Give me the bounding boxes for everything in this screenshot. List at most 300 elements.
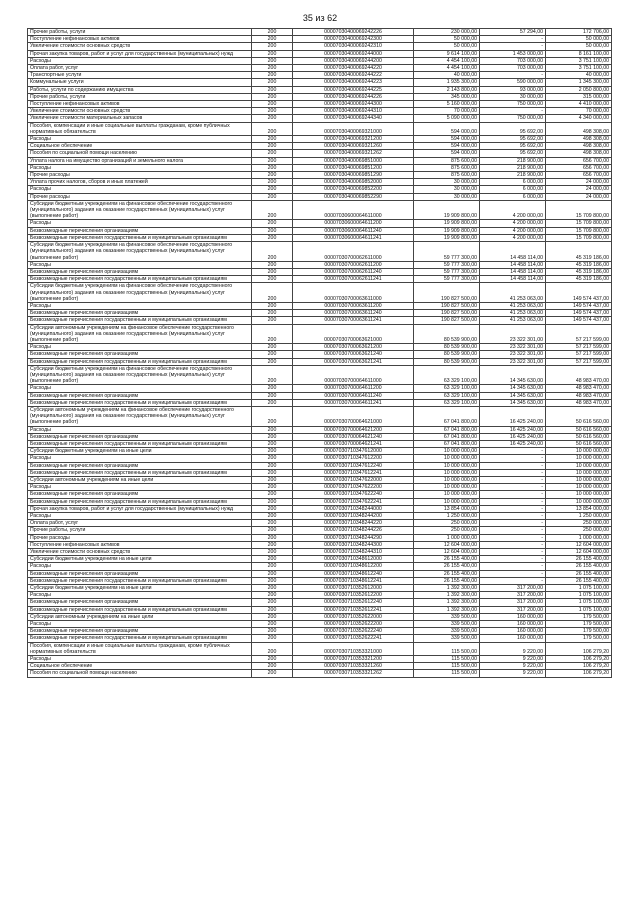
row-code: 200	[252, 234, 293, 241]
row-remaining: 26 155 400,00	[546, 556, 612, 563]
table-row	[28, 527, 612, 534]
table-row	[28, 200, 612, 220]
row-code: 200	[252, 317, 293, 324]
row-kbk: 00007030400069244200	[293, 57, 414, 64]
row-code: 200	[252, 513, 293, 520]
row-remaining: 12 604 000,00	[546, 541, 612, 548]
row-executed: 23 322 301,00	[480, 324, 546, 344]
row-executed: 317 200,00	[480, 606, 546, 613]
row-approved: 190 827 500,00	[414, 310, 480, 317]
table-row	[28, 150, 612, 157]
row-remaining: 498 308,00	[546, 150, 612, 157]
table-row	[28, 242, 612, 262]
table-row	[28, 164, 612, 171]
row-kbk: 00007030600064611200	[293, 220, 414, 227]
row-executed: 6 000,00	[480, 193, 546, 200]
row-approved: 339 500,00	[414, 628, 480, 635]
row-code: 200	[252, 663, 293, 670]
row-approved: 339 500,00	[414, 613, 480, 620]
row-kbk: 00007030400069321000	[293, 122, 414, 135]
table-row	[28, 663, 612, 670]
row-kbk: 00007030710352622200	[293, 621, 414, 628]
row-name: Увеличение стоимости основных средств	[28, 43, 252, 50]
row-remaining: 250 000,00	[546, 520, 612, 527]
row-remaining: 24 000,00	[546, 193, 612, 200]
row-name: Расходы	[28, 455, 252, 462]
row-remaining: 1 345 300,00	[546, 79, 612, 86]
row-remaining: 149 574 437,00	[546, 317, 612, 324]
row-executed: -	[480, 563, 546, 570]
table-row	[28, 268, 612, 275]
row-kbk: 00007030700064621000	[293, 406, 414, 426]
row-name: Безвозмездные перечисления организациям	[28, 268, 252, 275]
row-name: Прочие расходы	[28, 172, 252, 179]
row-code: 200	[252, 93, 293, 100]
row-remaining: 498 308,00	[546, 122, 612, 135]
row-executed: -	[480, 72, 546, 79]
row-executed: -	[480, 477, 546, 484]
row-remaining: 15 709 800,00	[546, 220, 612, 227]
row-approved: 67 041 800,00	[414, 406, 480, 426]
row-code: 200	[252, 462, 293, 469]
table-row	[28, 477, 612, 484]
budget-table-body	[28, 29, 612, 678]
row-remaining: 1 250 000,00	[546, 513, 612, 520]
row-approved: 250 000,00	[414, 520, 480, 527]
row-code: 200	[252, 172, 293, 179]
row-approved: 345 000,00	[414, 93, 480, 100]
row-remaining: 656 700,00	[546, 172, 612, 179]
row-code: 200	[252, 115, 293, 122]
table-row	[28, 101, 612, 108]
row-executed: 317 200,00	[480, 585, 546, 592]
row-approved: 12 604 000,00	[414, 549, 480, 556]
row-remaining: 179 500,00	[546, 628, 612, 635]
row-kbk: 00007030710347622000	[293, 477, 414, 484]
row-approved: 70 000,00	[414, 108, 480, 115]
row-executed: 4 200 000,00	[480, 200, 546, 220]
row-name: Безвозмездные перечисления государственным и муниципальным организациям	[28, 358, 252, 365]
row-kbk: 00007030710347622240	[293, 491, 414, 498]
row-code: 200	[252, 592, 293, 599]
row-code: 200	[252, 469, 293, 476]
row-approved: 19 909 800,00	[414, 220, 480, 227]
row-code: 200	[252, 72, 293, 79]
row-remaining: 24 000,00	[546, 186, 612, 193]
row-code: 200	[252, 136, 293, 143]
row-approved: 59 777 300,00	[414, 261, 480, 268]
row-approved: 1 250 000,00	[414, 513, 480, 520]
table-row	[28, 172, 612, 179]
row-kbk: 00007030700062611200	[293, 261, 414, 268]
row-remaining: 10 000 000,00	[546, 462, 612, 469]
table-row	[28, 302, 612, 309]
row-remaining: 179 500,00	[546, 613, 612, 620]
table-row	[28, 484, 612, 491]
table-row	[28, 283, 612, 303]
row-name: Субсидии бюджетным учреждениям на финансовое обеспечение государственного (муниципального) задания на оказание государственных (муниципальных) услуг (выполнение работ)	[28, 200, 252, 220]
row-approved: 10 000 000,00	[414, 462, 480, 469]
row-name: Расходы	[28, 513, 252, 520]
row-name: Безвозмездные перечисления государственным и муниципальным организациям	[28, 399, 252, 406]
row-kbk: 00007030710347612000	[293, 448, 414, 455]
row-remaining: 149 574 437,00	[546, 310, 612, 317]
row-name: Расходы	[28, 136, 252, 143]
row-executed: 41 253 063,00	[480, 302, 546, 309]
row-code: 200	[252, 527, 293, 534]
row-code: 200	[252, 261, 293, 268]
row-name: Коммунальные услуги	[28, 79, 252, 86]
row-executed: 160 000,00	[480, 628, 546, 635]
row-approved: 30 000,00	[414, 186, 480, 193]
row-remaining: 149 574 437,00	[546, 283, 612, 303]
row-code: 200	[252, 268, 293, 275]
row-approved: 190 827 500,00	[414, 302, 480, 309]
row-kbk: 00007030700063611241	[293, 317, 414, 324]
table-row	[28, 93, 612, 100]
row-remaining: 48 983 470,00	[546, 392, 612, 399]
row-kbk: 00007030400069244226	[293, 93, 414, 100]
row-remaining: 4 340 000,00	[546, 115, 612, 122]
row-code: 200	[252, 577, 293, 584]
row-approved: 80 539 900,00	[414, 344, 480, 351]
table-row	[28, 193, 612, 200]
row-approved: 50 000,00	[414, 36, 480, 43]
row-code: 200	[252, 385, 293, 392]
row-remaining: 15 709 800,00	[546, 234, 612, 241]
row-remaining: 1 075 100,00	[546, 585, 612, 592]
row-remaining: 10 000 000,00	[546, 455, 612, 462]
budget-table	[27, 28, 612, 678]
row-name: Субсидии автономным учреждениям на иные цели	[28, 613, 252, 620]
row-remaining: 656 700,00	[546, 157, 612, 164]
row-code: 200	[252, 50, 293, 57]
row-name: Субсидии автономным учреждениям на финансовое обеспечение государственного (муниципального) задания на оказание государственных (муниципальных) услуг (выполнение работ)	[28, 324, 252, 344]
row-code: 200	[252, 520, 293, 527]
row-approved: 67 041 800,00	[414, 426, 480, 433]
row-code: 200	[252, 302, 293, 309]
row-executed: 16 425 240,00	[480, 406, 546, 426]
row-code: 200	[252, 656, 293, 663]
table-row	[28, 108, 612, 115]
row-kbk: 00007030400069244340	[293, 115, 414, 122]
row-remaining: 498 308,00	[546, 136, 612, 143]
row-remaining: 315 000,00	[546, 93, 612, 100]
row-code: 200	[252, 164, 293, 171]
row-remaining: 4 410 000,00	[546, 101, 612, 108]
row-executed: 95 692,00	[480, 150, 546, 157]
table-row	[28, 227, 612, 234]
row-approved: 10 000 000,00	[414, 484, 480, 491]
row-executed: 23 322 301,00	[480, 344, 546, 351]
row-name: Безвозмездные перечисления государственным и муниципальным организациям	[28, 234, 252, 241]
row-approved: 10 000 000,00	[414, 448, 480, 455]
row-code: 200	[252, 157, 293, 164]
row-code: 200	[252, 220, 293, 227]
row-executed: 95 692,00	[480, 143, 546, 150]
row-kbk: 00007030710353321000	[293, 642, 414, 655]
row-approved: 594 000,00	[414, 122, 480, 135]
row-code: 200	[252, 242, 293, 262]
row-kbk: 00007030710347612241	[293, 469, 414, 476]
table-row	[28, 50, 612, 57]
row-remaining: 45 319 186,00	[546, 276, 612, 283]
row-approved: 594 000,00	[414, 136, 480, 143]
row-code: 200	[252, 563, 293, 570]
row-executed: -	[480, 43, 546, 50]
row-executed: -	[480, 491, 546, 498]
row-remaining: 179 500,00	[546, 635, 612, 642]
table-row	[28, 635, 612, 642]
row-code: 200	[252, 628, 293, 635]
row-code: 200	[252, 108, 293, 115]
row-kbk: 00007030710348244000	[293, 505, 414, 512]
row-name: Работы, услуги по содержанию имущества	[28, 86, 252, 93]
row-name: Субсидии бюджетным учреждениям на иные цели	[28, 448, 252, 455]
row-kbk: 00007030710348244310	[293, 549, 414, 556]
row-name: Расходы	[28, 426, 252, 433]
table-row	[28, 440, 612, 447]
table-row	[28, 541, 612, 548]
row-executed: -	[480, 527, 546, 534]
row-name: Безвозмездные перечисления государственным и муниципальным организациям	[28, 276, 252, 283]
row-approved: 59 777 300,00	[414, 268, 480, 275]
row-executed: 14 458 114,00	[480, 242, 546, 262]
row-kbk: 00007030710348612240	[293, 570, 414, 577]
row-remaining: 15 709 800,00	[546, 227, 612, 234]
row-approved: 80 539 900,00	[414, 351, 480, 358]
row-kbk: 00007030400069321262	[293, 150, 414, 157]
table-row	[28, 358, 612, 365]
row-approved: 10 000 000,00	[414, 455, 480, 462]
row-code: 200	[252, 143, 293, 150]
table-row	[28, 86, 612, 93]
row-name: Увеличение стоимости материальных запасов	[28, 115, 252, 122]
table-row	[28, 534, 612, 541]
table-row	[28, 324, 612, 344]
row-remaining: 1 000 000,00	[546, 534, 612, 541]
row-remaining: 12 604 000,00	[546, 549, 612, 556]
row-remaining: 106 279,20	[546, 656, 612, 663]
table-row	[28, 406, 612, 426]
table-row	[28, 491, 612, 498]
row-kbk: 00007030700064621241	[293, 440, 414, 447]
row-executed: -	[480, 455, 546, 462]
row-name: Субсидии автономным учреждениям на иные цели	[28, 477, 252, 484]
row-executed: 9 220,00	[480, 663, 546, 670]
row-name: Расходы	[28, 57, 252, 64]
row-approved: 250 000,00	[414, 527, 480, 534]
row-approved: 26 155 400,00	[414, 577, 480, 584]
table-row	[28, 549, 612, 556]
row-code: 200	[252, 57, 293, 64]
row-name: Безвозмездные перечисления организациям	[28, 462, 252, 469]
row-executed: 93 000,00	[480, 86, 546, 93]
row-approved: 40 000,00	[414, 72, 480, 79]
row-remaining: 57 217 599,00	[546, 358, 612, 365]
row-approved: 875 600,00	[414, 172, 480, 179]
row-name: Расходы	[28, 164, 252, 171]
row-executed: 57 294,00	[480, 29, 546, 36]
row-code: 200	[252, 426, 293, 433]
row-kbk: 00007030400069851000	[293, 157, 414, 164]
row-approved: 30 000,00	[414, 179, 480, 186]
row-approved: 4 454 100,00	[414, 65, 480, 72]
table-row	[28, 122, 612, 135]
row-name: Субсидии автономным учреждениям на финансовое обеспечение государственного (муниципального) задания на оказание государственных (муниципальных) услуг (выполнение работ)	[28, 406, 252, 426]
table-row	[28, 462, 612, 469]
row-executed: 30 000,00	[480, 93, 546, 100]
row-remaining: 10 000 000,00	[546, 448, 612, 455]
row-executed: 590 000,00	[480, 79, 546, 86]
table-row	[28, 186, 612, 193]
table-row	[28, 606, 612, 613]
row-approved: 339 500,00	[414, 635, 480, 642]
row-name: Расходы	[28, 484, 252, 491]
row-remaining: 48 983 470,00	[546, 385, 612, 392]
row-code: 200	[252, 86, 293, 93]
row-executed: 218 900,00	[480, 164, 546, 171]
row-kbk: 00007030710352612000	[293, 585, 414, 592]
row-approved: 9 614 100,00	[414, 50, 480, 57]
row-remaining: 172 706,00	[546, 29, 612, 36]
row-remaining: 26 155 400,00	[546, 577, 612, 584]
row-approved: 1 392 300,00	[414, 599, 480, 606]
row-code: 200	[252, 635, 293, 642]
row-remaining: 498 308,00	[546, 143, 612, 150]
row-name: Оплата работ, услуг	[28, 520, 252, 527]
row-code: 200	[252, 484, 293, 491]
row-code: 200	[252, 406, 293, 426]
row-name: Субсидии бюджетным учреждениям на финансовое обеспечение государственного (муниципального) задания на оказание государственных (муниципальных) услуг (выполнение работ)	[28, 242, 252, 262]
row-kbk: 00007030700063611240	[293, 310, 414, 317]
row-name: Поступление нефинансовых активов	[28, 541, 252, 548]
row-remaining: 45 319 186,00	[546, 268, 612, 275]
row-name: Расходы	[28, 344, 252, 351]
row-name: Пособия, компенсации и иные социальные выплаты гражданам, кроме публичных нормативных обязательств	[28, 122, 252, 135]
row-name: Безвозмездные перечисления организациям	[28, 628, 252, 635]
table-row	[28, 455, 612, 462]
row-remaining: 13 854 000,00	[546, 505, 612, 512]
row-code: 200	[252, 670, 293, 677]
row-kbk: 00007030400069321260	[293, 143, 414, 150]
row-kbk: 00007030400069244222	[293, 72, 414, 79]
row-remaining: 106 279,20	[546, 670, 612, 677]
row-code: 200	[252, 351, 293, 358]
row-code: 200	[252, 150, 293, 157]
row-remaining: 26 155 400,00	[546, 570, 612, 577]
row-name: Субсидии бюджетным учреждениям на иные цели	[28, 556, 252, 563]
row-name: Расходы	[28, 302, 252, 309]
row-code: 200	[252, 440, 293, 447]
row-code: 200	[252, 433, 293, 440]
row-remaining: 70 000,00	[546, 108, 612, 115]
row-approved: 67 041 800,00	[414, 440, 480, 447]
row-code: 200	[252, 344, 293, 351]
row-approved: 10 000 000,00	[414, 491, 480, 498]
row-remaining: 179 500,00	[546, 621, 612, 628]
row-kbk: 00007030710348612200	[293, 563, 414, 570]
row-approved: 12 604 000,00	[414, 541, 480, 548]
row-executed: 4 200 000,00	[480, 227, 546, 234]
table-row	[28, 621, 612, 628]
row-remaining: 45 319 186,00	[546, 261, 612, 268]
row-approved: 26 155 400,00	[414, 563, 480, 570]
table-row	[28, 585, 612, 592]
row-approved: 63 329 100,00	[414, 392, 480, 399]
row-executed: -	[480, 469, 546, 476]
table-row	[28, 43, 612, 50]
row-name: Безвозмездные перечисления государственным и муниципальным организациям	[28, 606, 252, 613]
row-kbk: 00007030700063611200	[293, 302, 414, 309]
table-row	[28, 79, 612, 86]
table-row	[28, 392, 612, 399]
row-approved: 19 909 800,00	[414, 234, 480, 241]
row-name: Безвозмездные перечисления организациям	[28, 491, 252, 498]
row-executed: -	[480, 498, 546, 505]
row-executed: -	[480, 448, 546, 455]
row-kbk: 00007030710353321262	[293, 670, 414, 677]
row-approved: 875 600,00	[414, 157, 480, 164]
row-kbk: 00007030710347622200	[293, 484, 414, 491]
row-executed: 160 000,00	[480, 635, 546, 642]
row-remaining: 50 000,00	[546, 43, 612, 50]
row-name: Прочая закупка товаров, работ и услуг для государственных (муниципальных) нужд	[28, 50, 252, 57]
row-code: 200	[252, 43, 293, 50]
table-row	[28, 310, 612, 317]
row-kbk: 00007030400069244310	[293, 108, 414, 115]
row-kbk: 00007030400069244225	[293, 86, 414, 93]
row-executed: 750 000,00	[480, 101, 546, 108]
row-executed: 6 000,00	[480, 186, 546, 193]
row-executed: -	[480, 36, 546, 43]
row-remaining: 1 075 100,00	[546, 592, 612, 599]
row-name: Расходы	[28, 621, 252, 628]
row-executed: 6 000,00	[480, 179, 546, 186]
row-kbk: 00007030700064611000	[293, 365, 414, 385]
row-approved: 59 777 300,00	[414, 276, 480, 283]
row-remaining: 57 217 599,00	[546, 351, 612, 358]
table-row	[28, 365, 612, 385]
row-kbk: 00007030400069852200	[293, 186, 414, 193]
table-row	[28, 157, 612, 164]
row-approved: 63 329 100,00	[414, 365, 480, 385]
row-kbk: 00007030400069242300	[293, 36, 414, 43]
row-executed: 4 200 000,00	[480, 220, 546, 227]
row-executed: 160 000,00	[480, 621, 546, 628]
row-approved: 190 827 500,00	[414, 317, 480, 324]
table-row	[28, 426, 612, 433]
row-executed: -	[480, 556, 546, 563]
row-name: Прочие работы, услуги	[28, 29, 252, 36]
row-kbk: 00007030400069244000	[293, 50, 414, 57]
table-row	[28, 563, 612, 570]
row-remaining: 250 000,00	[546, 527, 612, 534]
row-remaining: 656 700,00	[546, 164, 612, 171]
row-kbk: 00007030400069242226	[293, 29, 414, 36]
row-remaining: 26 155 400,00	[546, 563, 612, 570]
row-name: Уплата налога на имущество организаций и земельного налога	[28, 157, 252, 164]
table-row	[28, 613, 612, 620]
row-executed: -	[480, 570, 546, 577]
row-name: Субсидии бюджетным учреждениям на иные цели	[28, 585, 252, 592]
row-kbk: 00007030700064611200	[293, 385, 414, 392]
row-executed: 16 425 240,00	[480, 433, 546, 440]
row-remaining: 50 000,00	[546, 36, 612, 43]
row-remaining: 48 983 470,00	[546, 399, 612, 406]
row-name: Безвозмездные перечисления организациям	[28, 599, 252, 606]
row-approved: 594 000,00	[414, 150, 480, 157]
